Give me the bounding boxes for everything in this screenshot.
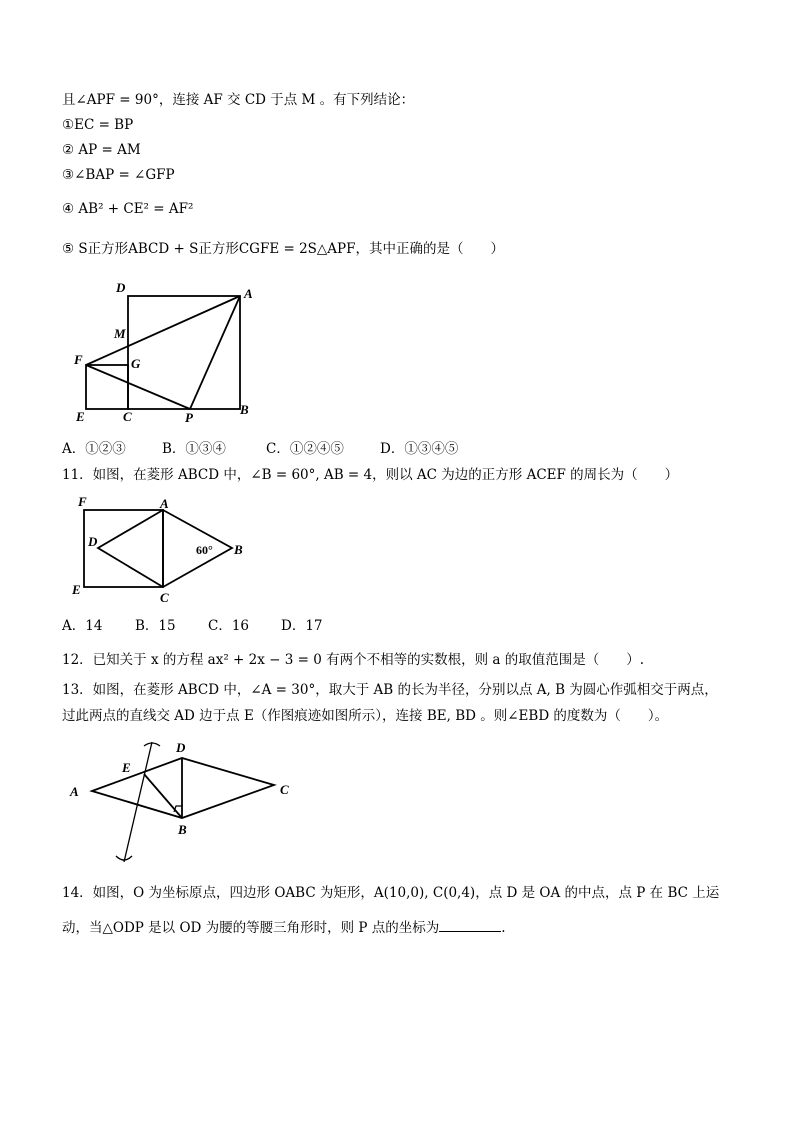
- q11-figure: [68, 490, 258, 608]
- q10-label-b: B: [240, 402, 249, 417]
- q10-label-g: G: [131, 356, 141, 371]
- q10-intro: 且∠APF = 90°，连接 AF 交 CD 于点 M 。有下列结论：: [62, 92, 415, 108]
- q11-label-b: B: [234, 542, 243, 557]
- q13-line-1: 13．如图，在菱形 ABCD 中，∠A = 30°，取大于 AB 的长为半径，分别以点 A, B 为圆心作弧相交于两点，: [62, 682, 718, 698]
- q10-conclusion-1: ①EC = BP: [62, 117, 134, 133]
- q13-figure: [66, 732, 306, 870]
- q13-line-2: 过此两点的直线交 AD 边于点 E（作图痕迹如图所示），连接 BE, BD 。则∠EBD 的度数为（ ）。: [62, 708, 669, 724]
- q10-label-e: E: [76, 409, 85, 424]
- q10-option-b: B．①③④: [162, 441, 226, 457]
- q10-label-c: C: [123, 409, 132, 424]
- q14-line-1: 14．如图，O 为坐标原点，四边形 OABC 为矩形，A(10,0), C(0,4)，点 D 是 OA 的中点，点 P 在 BC 上运: [62, 885, 720, 901]
- q10-option-a: A．①②③: [62, 441, 126, 457]
- q13-label-d: D: [176, 740, 186, 755]
- q11-option-a: A．14: [62, 618, 103, 634]
- q11-angle-label: 60°: [196, 543, 213, 557]
- q14-line-2-end: .: [501, 920, 506, 936]
- q10-conclusion-4: ④ AB² + CE² = AF²: [62, 201, 194, 217]
- q11-label-e: E: [72, 582, 81, 597]
- q13-label-b: B: [178, 822, 187, 837]
- q11-label-f: F: [78, 494, 87, 509]
- q14-answer-blank[interactable]: [439, 919, 501, 932]
- q10-label-m: M: [114, 326, 126, 341]
- q12-stem: 12．已知关于 x 的方程 ax² + 2x − 3 = 0 有两个不相等的实数根，则 a 的取值范围是（ ）.: [62, 652, 645, 668]
- q10-option-c: C．①②④⑤: [266, 441, 344, 457]
- q13-label-e: E: [122, 760, 131, 775]
- q13-label-c: C: [280, 782, 289, 797]
- q13-label-a: A: [70, 784, 79, 799]
- q10-label-d: D: [116, 280, 126, 295]
- q10-conclusion-5: ⑤ S正方形ABCD + S正方形CGFE = 2S△APF，其中正确的是（ ）: [62, 241, 505, 257]
- q14-line-2: [62, 919, 506, 937]
- q11-option-d: D．17: [281, 618, 323, 634]
- q10-conclusion-3: ③∠BAP = ∠GFP: [62, 167, 175, 183]
- q11-label-d: D: [88, 534, 98, 549]
- q10-label-a: A: [244, 286, 253, 301]
- q10-label-f: F: [74, 352, 83, 367]
- q10-conclusion-2: ② AP = AM: [62, 142, 141, 158]
- q11-option-b: B．15: [135, 618, 176, 634]
- q11-label-a: A: [160, 496, 169, 511]
- q11-stem: 11．如图，在菱形 ABCD 中，∠B = 60°, AB = 4，则以 AC 为边的正方形 ACEF 的周长为（ ）: [62, 467, 679, 483]
- q10-label-p: P: [185, 410, 193, 425]
- q11-label-c: C: [160, 590, 169, 605]
- q10-option-d: D．①③④⑤: [380, 441, 459, 457]
- q11-option-c: C．16: [208, 618, 250, 634]
- q10-figure: [70, 278, 270, 426]
- q14-line-2-text: 动，当△ODP 是以 OD 为腰的等腰三角形时，则 P 点的坐标为: [62, 920, 440, 936]
